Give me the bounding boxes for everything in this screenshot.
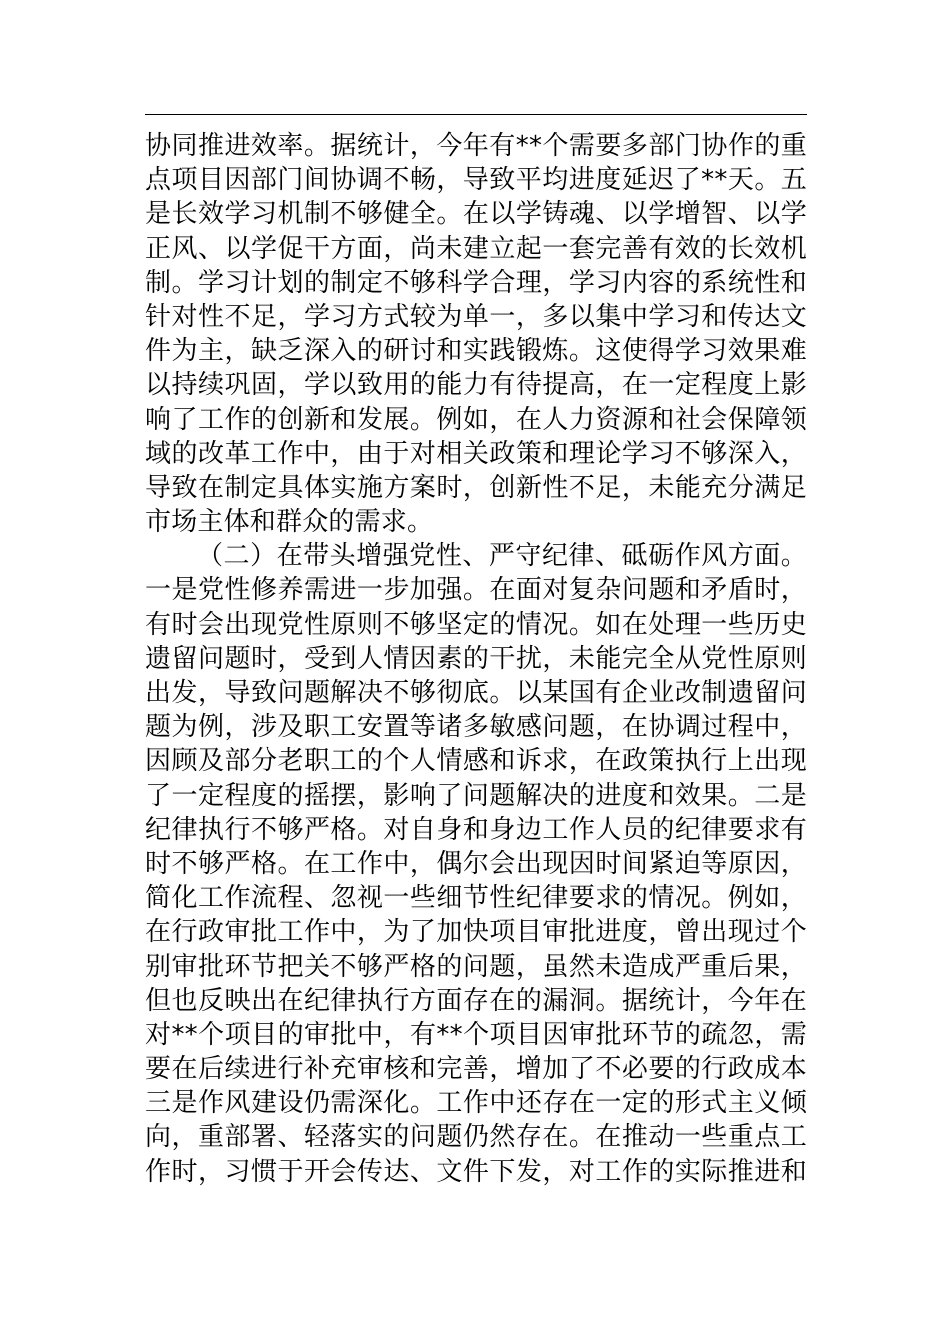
text-line: 市场主体和群众的需求。 bbox=[145, 507, 434, 538]
text-line: 题为例，涉及职工安置等诸多敏感问题，在协调过程中， bbox=[145, 712, 807, 743]
text-line: 制。学习计划的制定不够科学合理，学习内容的系统性和 bbox=[145, 267, 807, 298]
text-line: 导致在制定具体实施方案时，创新性不足，未能充分满足 bbox=[145, 472, 807, 503]
text-line: 协同推进效率。据统计，今年有**个需要多部门协作的重 bbox=[145, 131, 807, 161]
text-line: 对**个项目的审批中，有**个项目因审批环节的疏忽，需 bbox=[145, 1019, 807, 1050]
text-line: 了一定程度的摇摆，影响了问题解决的进度和效果。二是 bbox=[145, 780, 807, 811]
text-line: 以持续巩固，学以致用的能力有待提高，在一定程度上影 bbox=[145, 370, 807, 401]
text-line: 要在后续进行补充审核和完善，增加了不必要的行政成本 bbox=[145, 1054, 807, 1085]
text-line: 出发，导致问题解决不够彻底。以某国有企业改制遗留问 bbox=[145, 678, 807, 708]
text-line: 件为主，缺乏深入的研讨和实践锻炼。这使得学习效果难 bbox=[145, 336, 807, 367]
text-line: 三是作风建设仍需深化。工作中还存在一定的形式主义倾 bbox=[145, 1088, 807, 1119]
text-line: 因顾及部分老职工的个人情感和诉求，在政策执行上出现 bbox=[145, 746, 807, 777]
text-line: 域的改革工作中，由于对相关政策和理论学习不够深入， bbox=[145, 438, 807, 469]
text-line: 简化工作流程、忽视一些细节性纪律要求的情况。例如， bbox=[145, 883, 807, 914]
text-line: 是长效学习机制不够健全。在以学铸魂、以学增智、以学 bbox=[145, 199, 807, 230]
text-line: 针对性不足，学习方式较为单一，多以集中学习和传达文 bbox=[145, 301, 807, 332]
text-line: 遗留问题时，受到人情因素的干扰，未能完全从党性原则 bbox=[145, 643, 807, 674]
text-line: 在行政审批工作中，为了加快项目审批进度，曾出现过个 bbox=[145, 917, 807, 948]
section-heading: （二）在带头增强党性、严守纪律、砥砺作风方面。 bbox=[197, 541, 807, 572]
text-line: 正风、以学促干方面，尚未建立起一套完善有效的长效机 bbox=[145, 233, 807, 264]
text-line: 点项目因部门间协调不畅，导致平均进度延迟了**天。五 bbox=[145, 165, 807, 196]
text-line: 响了工作的创新和发展。例如，在人力资源和社会保障领 bbox=[145, 404, 807, 435]
text-line: 别审批环节把关不够严格的问题，虽然未造成严重后果， bbox=[145, 951, 807, 982]
text-line: 向，重部署、轻落实的问题仍然存在。在推动一些重点工 bbox=[145, 1122, 807, 1153]
text-line: 有时会出现党性原则不够坚定的情况。如在处理一些历史 bbox=[145, 609, 807, 640]
text-line: 纪律执行不够严格。对自身和身边工作人员的纪律要求有 bbox=[145, 814, 807, 845]
body-text bbox=[145, 129, 807, 1189]
text-line: 但也反映出在纪律执行方面存在的漏洞。据统计，今年在 bbox=[145, 985, 807, 1016]
text-line: 作时，习惯于开会传达、文件下发，对工作的实际推进和 bbox=[145, 1156, 807, 1187]
text-line: 时不够严格。在工作中，偶尔会出现因时间紧迫等原因， bbox=[145, 848, 807, 879]
header-rule bbox=[145, 114, 807, 115]
text-line: 一是党性修养需进一步加强。在面对复杂问题和矛盾时， bbox=[145, 575, 807, 606]
